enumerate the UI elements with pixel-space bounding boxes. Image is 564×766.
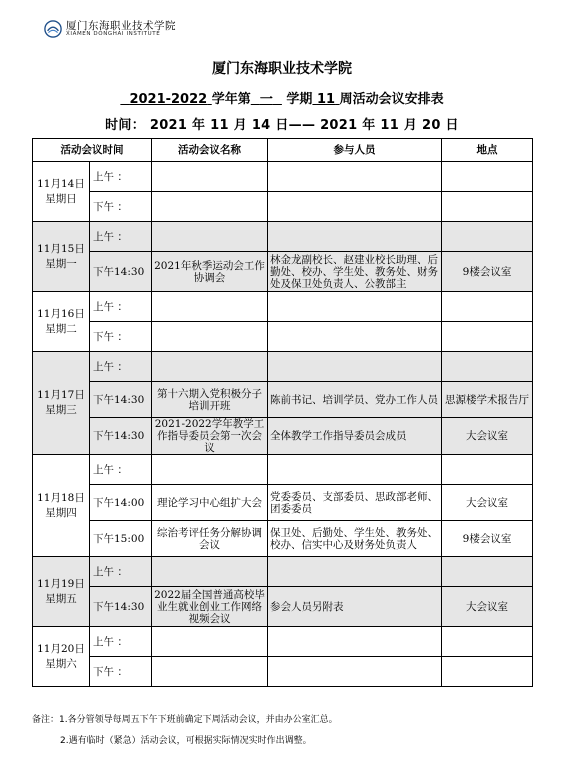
place-cell: 思源楼学术报告厅 (442, 382, 533, 418)
name-cell (152, 455, 268, 485)
time-cell: 上午 ： (90, 222, 152, 252)
place-cell (442, 292, 533, 322)
name-cell: 2021-2022学年教学工作指导委员会第一次会议 (152, 418, 268, 455)
name-cell (152, 657, 268, 687)
time-cell: 下午14:30 (90, 382, 152, 418)
place-cell: 大会议室 (442, 587, 533, 627)
header-place: 地点 (442, 139, 533, 162)
date-range: 时间： 2021 年 11 月 14 日—— 2021 年 11 月 20 日 (105, 118, 459, 133)
time-cell: 上午 ： (90, 455, 152, 485)
people-cell (268, 292, 442, 322)
table-row (33, 557, 533, 587)
day-cell (33, 557, 90, 627)
people-cell (268, 162, 442, 192)
day-cell (33, 352, 90, 455)
header-time: 活动会议时间 (33, 139, 152, 162)
time-cell: 下午15:00 (90, 521, 152, 557)
logo-chinese-name: 厦门东海职业技术学院 (66, 19, 176, 32)
table-row (33, 485, 533, 521)
day-cell (33, 222, 90, 292)
table-row (33, 322, 533, 352)
name-cell: 理论学习中心组扩大会 (152, 485, 268, 521)
table-row (33, 455, 533, 485)
name-cell: 第十六期入党积极分子培训开班 (152, 382, 268, 418)
place-cell (442, 557, 533, 587)
people-cell: 党委委员、支部委员、思政部老师、团委委员 (268, 485, 442, 521)
name-cell (152, 292, 268, 322)
time-cell: 下午14:00 (90, 485, 152, 521)
table-row (33, 657, 533, 687)
place-cell: 9楼会议室 (442, 252, 533, 292)
school-logo (44, 20, 176, 38)
table-header-row (33, 139, 533, 162)
people-cell: 参会人员另附表 (268, 587, 442, 627)
people-cell (268, 192, 442, 222)
time-cell: 下午14:30 (90, 418, 152, 455)
day-cell (33, 292, 90, 352)
document-title: 厦门东海职业技术学院 (212, 61, 352, 77)
name-cell (152, 222, 268, 252)
place-cell (442, 657, 533, 687)
name-cell (152, 627, 268, 657)
day-weekday: 星期三 (45, 404, 77, 416)
people-cell (268, 222, 442, 252)
people-cell: 林金龙副校长、赵建业校长助理、后勤处、校办、学生处、教务处、财务处及保卫处负责人、公教部主 (268, 252, 442, 292)
name-cell (152, 192, 268, 222)
school-emblem-icon (44, 20, 62, 38)
day-weekday: 星期六 (45, 657, 77, 670)
time-cell: 下午 ： (90, 322, 152, 352)
time-cell: 下午14:30 (90, 252, 152, 292)
day-weekday: 星期四 (45, 506, 77, 519)
header-name: 活动会议名称 (152, 139, 268, 162)
name-cell (152, 162, 268, 192)
day-cell (33, 627, 90, 687)
day-cell (33, 162, 90, 222)
table-row (33, 352, 533, 382)
day-date: 11月16日 (37, 307, 85, 320)
logo-english-name: XIAMEN DONGHAI INSTITUTE (66, 31, 161, 37)
place-cell (442, 322, 533, 352)
place-cell: 9楼会议室 (442, 521, 533, 557)
day-weekday: 星期五 (45, 592, 77, 605)
name-cell: 综治考评任务分解协调会议 (152, 521, 268, 557)
name-cell (152, 352, 268, 382)
table-row (33, 627, 533, 657)
day-date: 11月20日 (37, 642, 85, 655)
day-weekday: 星期一 (45, 257, 77, 270)
people-cell: 保卫处、后勤处、学生处、教务处、校办、信实中心及财务处负责人 (268, 521, 442, 557)
header-people: 参与人员 (268, 139, 442, 162)
time-cell: 上午 ： (90, 627, 152, 657)
day-date: 11月17日 (37, 389, 85, 401)
note-2: 2.遇有临时（紧急）活动会议，可根据实际情况实时作出调整。 (60, 736, 312, 746)
name-cell: 2021年秋季运动会工作协调会 (152, 252, 268, 292)
day-weekday: 星期二 (45, 322, 77, 335)
name-cell (152, 322, 268, 352)
day-cell (33, 455, 90, 557)
time-cell: 上午 ： (90, 162, 152, 192)
day-date: 11月19日 (37, 577, 85, 590)
place-cell: 大会议室 (442, 485, 533, 521)
time-cell: 下午 ： (90, 657, 152, 687)
table-row (33, 162, 533, 192)
place-cell: 大会议室 (442, 418, 533, 455)
document-subtitle: 2021-2022 学年第 一 学期 11 周活动会议安排表 (129, 92, 444, 107)
time-cell: 上午 ： (90, 292, 152, 322)
people-cell: 陈前书记、培训学员、党办工作人员 (268, 382, 442, 418)
time-cell: 下午14:30 (90, 587, 152, 627)
table-row (33, 252, 533, 292)
table-row (33, 292, 533, 322)
time-cell: 上午 ： (90, 352, 152, 382)
name-cell (152, 557, 268, 587)
day-date: 11月14日 (37, 177, 85, 190)
table-row (33, 382, 533, 418)
place-cell (442, 222, 533, 252)
people-cell (268, 627, 442, 657)
table-row (33, 222, 533, 252)
time-cell: 下午 ： (90, 192, 152, 222)
people-cell (268, 322, 442, 352)
people-cell: 全体教学工作指导委员会成员 (268, 418, 442, 455)
place-cell (442, 627, 533, 657)
place-cell (442, 455, 533, 485)
table-row (33, 521, 533, 557)
place-cell (442, 162, 533, 192)
name-cell: 2022届全国普通高校毕业生就业创业工作网络视频会议 (152, 587, 268, 627)
table-row (33, 418, 533, 455)
schedule-table (32, 138, 533, 687)
people-cell (268, 352, 442, 382)
table-row (33, 587, 533, 627)
place-cell (442, 352, 533, 382)
people-cell (268, 455, 442, 485)
time-cell: 上午 ： (90, 557, 152, 587)
day-date: 11月15日 (37, 242, 85, 255)
day-date: 11月18日 (37, 491, 85, 504)
table-row (33, 192, 533, 222)
people-cell (268, 557, 442, 587)
day-weekday: 星期日 (45, 192, 77, 205)
people-cell (268, 657, 442, 687)
place-cell (442, 192, 533, 222)
note-1: 备注：1.各分管领导每周五下午下班前确定下周活动会议，并由办公室汇总。 (32, 715, 338, 725)
